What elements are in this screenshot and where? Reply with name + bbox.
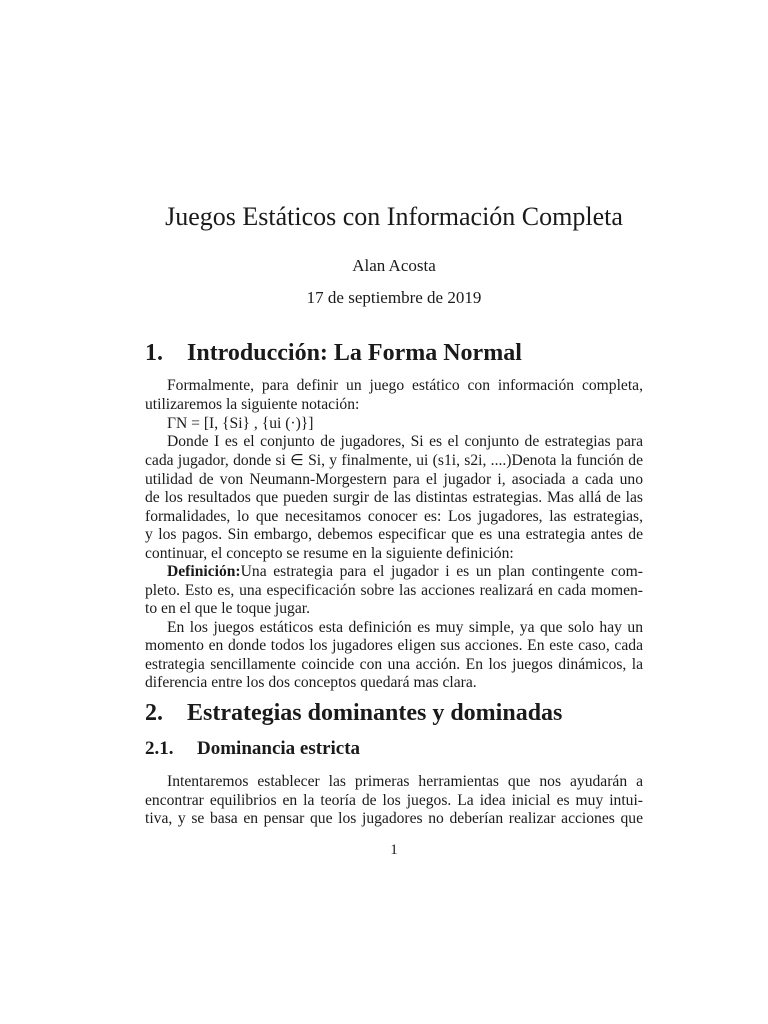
page-number: 1 [390,842,398,858]
subsection-2-1-heading [145,738,360,760]
section-title: Introducción: La Forma Normal [187,340,522,366]
paragraph-line: estrategia sencillamente coincide con una acción. En los juegos dinámicos, la [145,656,643,673]
paragraph-line: Formalmente, para definir un juego estático con información completa, [167,377,643,394]
document-author: Alan Acosta [352,256,436,275]
section-title: Estrategias dominantes y dominadas [187,700,563,726]
definition-label: Definición: [167,563,241,580]
paragraph-line: pleto. Esto es, una especificación sobre las acciones realizará en cada momen- [145,582,643,599]
paragraph-line: utilidad de von Neumann-Morgestern para el jugador i, asociada a cada uno [145,471,643,488]
section-1-heading [145,340,522,367]
paragraph-line: continuar, el concepto se resume en la siguiente definición: [145,545,514,562]
subsection-title: Dominancia estricta [197,738,361,759]
definition-text: Una estrategia para el jugador i es un plan contingente com- [240,563,643,580]
paragraph-line: cada jugador, donde si ∈ Si, y finalmente, ui (s1i, s2i, ....)Denota la función de [145,452,643,469]
definition-line [145,562,643,582]
section-2-heading [145,700,562,727]
subsection-number: 2.1. [145,738,174,759]
document-date: 17 de septiembre de 2019 [306,288,482,307]
paragraph-line: Intentaremos establecer las primeras herramientas que nos ayudarán a [167,773,643,790]
paragraph-line: de los resultados que pueden surgir de las distintas estrategias. Mas allá de las [145,489,643,506]
paragraph-line: momento en donde todos los jugadores eligen sus acciones. En este caso, cada [145,637,643,654]
paragraph-line: y los pagos. Sin embargo, debemos especificar que es una estrategia antes de [145,526,643,543]
paragraph-line: En los juegos estáticos esta definición es muy simple, ya que solo hay un [167,619,643,636]
paragraph-line: to en el que le toque jugar. [145,600,310,617]
document-title: Juegos Estáticos con Información Completa [165,202,623,231]
section-number: 1. [145,340,163,366]
paragraph-line: tiva, y se basa en pensar que los jugadores no deberían realizar acciones que [145,810,643,827]
paragraph-line: encontrar equilibrios en la teoría de los juegos. La idea inicial es muy intui- [145,792,643,809]
paragraph-line: diferencia entre los dos conceptos quedará mas clara. [145,674,477,691]
math-equation: ΓN = [I, {Si} , {ui (·)}] [167,415,314,432]
paragraph-line: Donde I es el conjunto de jugadores, Si es el conjunto de estrategias para [167,433,643,450]
paragraph-line: utilizaremos la siguiente notación: [145,396,360,413]
section-number: 2. [145,700,163,726]
paragraph-line: formalidades, lo que necesitamos conocer es: Los jugadores, las estrategias, [145,508,643,525]
